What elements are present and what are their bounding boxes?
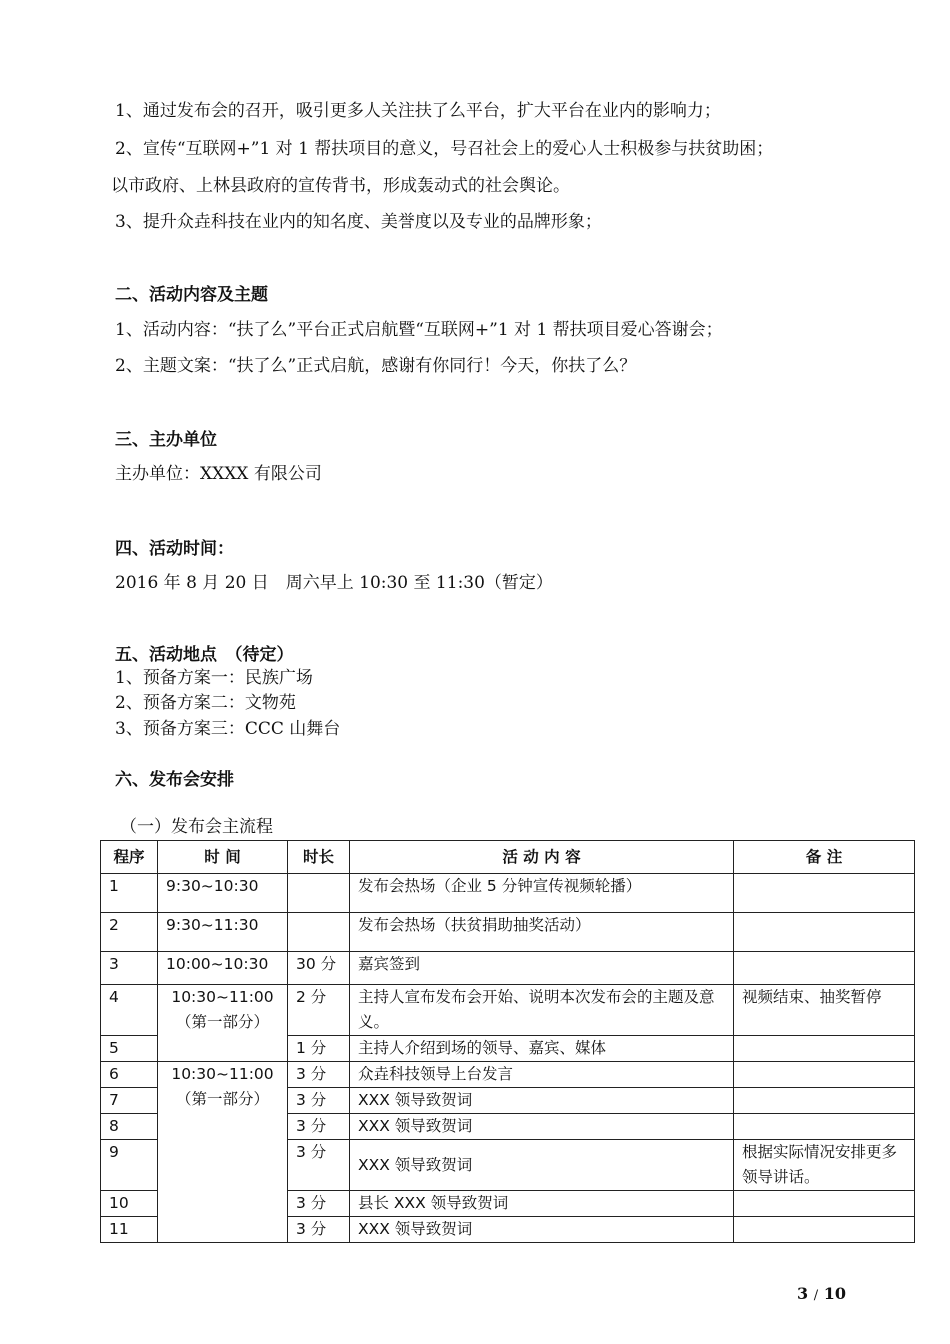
cell-content: 发布会热场（企业 5 分钟宣传视频轮播） (350, 874, 734, 913)
section-heading-time: 四、活动时间： (115, 539, 234, 559)
cell-step: 4 (101, 985, 158, 1036)
cell-step: 1 (101, 874, 158, 913)
cell-step: 8 (101, 1114, 158, 1140)
goal-line-1: 1、通过发布会的召开，吸引更多人关注扶了么平台，扩大平台在业内的影响力； (115, 101, 721, 121)
cell-duration: 3 分 (288, 1062, 350, 1088)
cell-duration: 3 分 (288, 1140, 350, 1191)
cell-note (734, 874, 915, 913)
page-number (797, 1284, 846, 1303)
cell-content: 嘉宾签到 (350, 952, 734, 985)
cell-duration (288, 913, 350, 952)
cell-content: XXX 领导致贺词 (350, 1088, 734, 1114)
venue-option-2: 2、预备方案二：文物苑 (115, 693, 296, 713)
section-heading-content: 二、活动内容及主题 (115, 285, 268, 305)
table-row (101, 913, 915, 952)
cell-duration: 3 分 (288, 1191, 350, 1217)
table-caption: （一）发布会主流程 (120, 817, 273, 837)
cell-content: 发布会热场（扶贫捐助抽奖活动） (350, 913, 734, 952)
cell-step: 6 (101, 1062, 158, 1088)
header-content: 活 动 内 容 (350, 841, 734, 874)
cell-content: 主持人介绍到场的领导、嘉宾、媒体 (350, 1036, 734, 1062)
venue-option-1: 1、预备方案一：民族广场 (115, 668, 313, 688)
cell-content: XXX 领导致贺词 (350, 1217, 734, 1243)
time-line: 2016 年 8 月 20 日 周六早上 10:30 至 11:30（暂定） (115, 573, 553, 593)
cell-content: 县长 XXX 领导致贺词 (350, 1191, 734, 1217)
cell-duration: 30 分 (288, 952, 350, 985)
venue-option-3: 3、预备方案三：CCC 山舞台 (115, 719, 341, 739)
cell-content: 众垚科技领导上台发言 (350, 1062, 734, 1088)
cell-duration: 3 分 (288, 1114, 350, 1140)
table-row (101, 874, 915, 913)
section-heading-venue: 五、活动地点 （待定） (115, 645, 294, 665)
cell-time: 9:30~11:30 (158, 913, 288, 952)
cell-time: 10:30~11:00 (171, 1065, 274, 1083)
section-heading-organizer: 三、主办单位 (115, 430, 217, 450)
header-note: 备 注 (734, 841, 915, 874)
cell-note (734, 1191, 915, 1217)
cell-note (734, 952, 915, 985)
cell-note (734, 1217, 915, 1243)
cell-note (734, 1088, 915, 1114)
cell-content: 主持人宣布发布会开始、说明本次发布会的主题及意义。 (350, 985, 734, 1036)
cell-time-group-2 (158, 1062, 288, 1243)
cell-time: 9:30~10:30 (158, 874, 288, 913)
table-header-row (101, 841, 915, 874)
cell-step: 11 (101, 1217, 158, 1243)
cell-note (734, 913, 915, 952)
page-separator: / (813, 1288, 819, 1303)
cell-step: 3 (101, 952, 158, 985)
cell-note (734, 1036, 915, 1062)
cell-duration: 1 分 (288, 1036, 350, 1062)
goal-line-2: 2、宣传“互联网+”1 对 1 帮扶项目的意义，号召社会上的爱心人士积极参与扶贫助困； (115, 139, 774, 159)
flow-table (100, 840, 915, 1243)
cell-content: XXX 领导致贺词 (350, 1140, 734, 1191)
cell-step: 5 (101, 1036, 158, 1062)
table-row (101, 985, 915, 1036)
cell-time-group-1 (158, 985, 288, 1062)
cell-time-sub: （第一部分） (175, 1013, 269, 1031)
header-duration: 时长 (288, 841, 350, 874)
cell-step: 10 (101, 1191, 158, 1217)
cell-time: 10:00~10:30 (158, 952, 288, 985)
cell-time: 10:30~11:00 (171, 988, 274, 1006)
content-line-1: 1、活动内容：“扶了么”平台正式启航暨“互联网+”1 对 1 帮扶项目爱心答谢会； (115, 320, 723, 340)
goal-line-4: 3、提升众垚科技在业内的知名度、美誉度以及专业的品牌形象； (115, 212, 602, 232)
cell-step: 9 (101, 1140, 158, 1191)
cell-step: 7 (101, 1088, 158, 1114)
organizer-line: 主办单位：XXXX 有限公司 (115, 464, 322, 484)
page-current: 3 (797, 1284, 809, 1303)
goal-line-3: 以市政府、上林县政府的宣传背书，形成轰动式的社会舆论。 (111, 176, 570, 196)
cell-duration: 2 分 (288, 985, 350, 1036)
page-total: 10 (823, 1284, 846, 1303)
table-row (101, 952, 915, 985)
cell-step: 2 (101, 913, 158, 952)
content-line-2: 2、主题文案：“扶了么”正式启航，感谢有你同行！今天，你扶了么？ (115, 356, 637, 376)
cell-note: 根据实际情况安排更多领导讲话。 (734, 1140, 915, 1191)
cell-note (734, 1114, 915, 1140)
cell-time-sub: （第一部分） (175, 1090, 269, 1108)
header-time: 时 间 (158, 841, 288, 874)
section-heading-arrangement: 六、发布会安排 (115, 770, 234, 790)
cell-duration: 3 分 (288, 1088, 350, 1114)
table-row (101, 1062, 915, 1088)
cell-duration (288, 874, 350, 913)
header-step: 程序 (101, 841, 158, 874)
cell-duration: 3 分 (288, 1217, 350, 1243)
cell-content: XXX 领导致贺词 (350, 1114, 734, 1140)
cell-note: 视频结束、抽奖暂停 (734, 985, 915, 1036)
cell-note (734, 1062, 915, 1088)
